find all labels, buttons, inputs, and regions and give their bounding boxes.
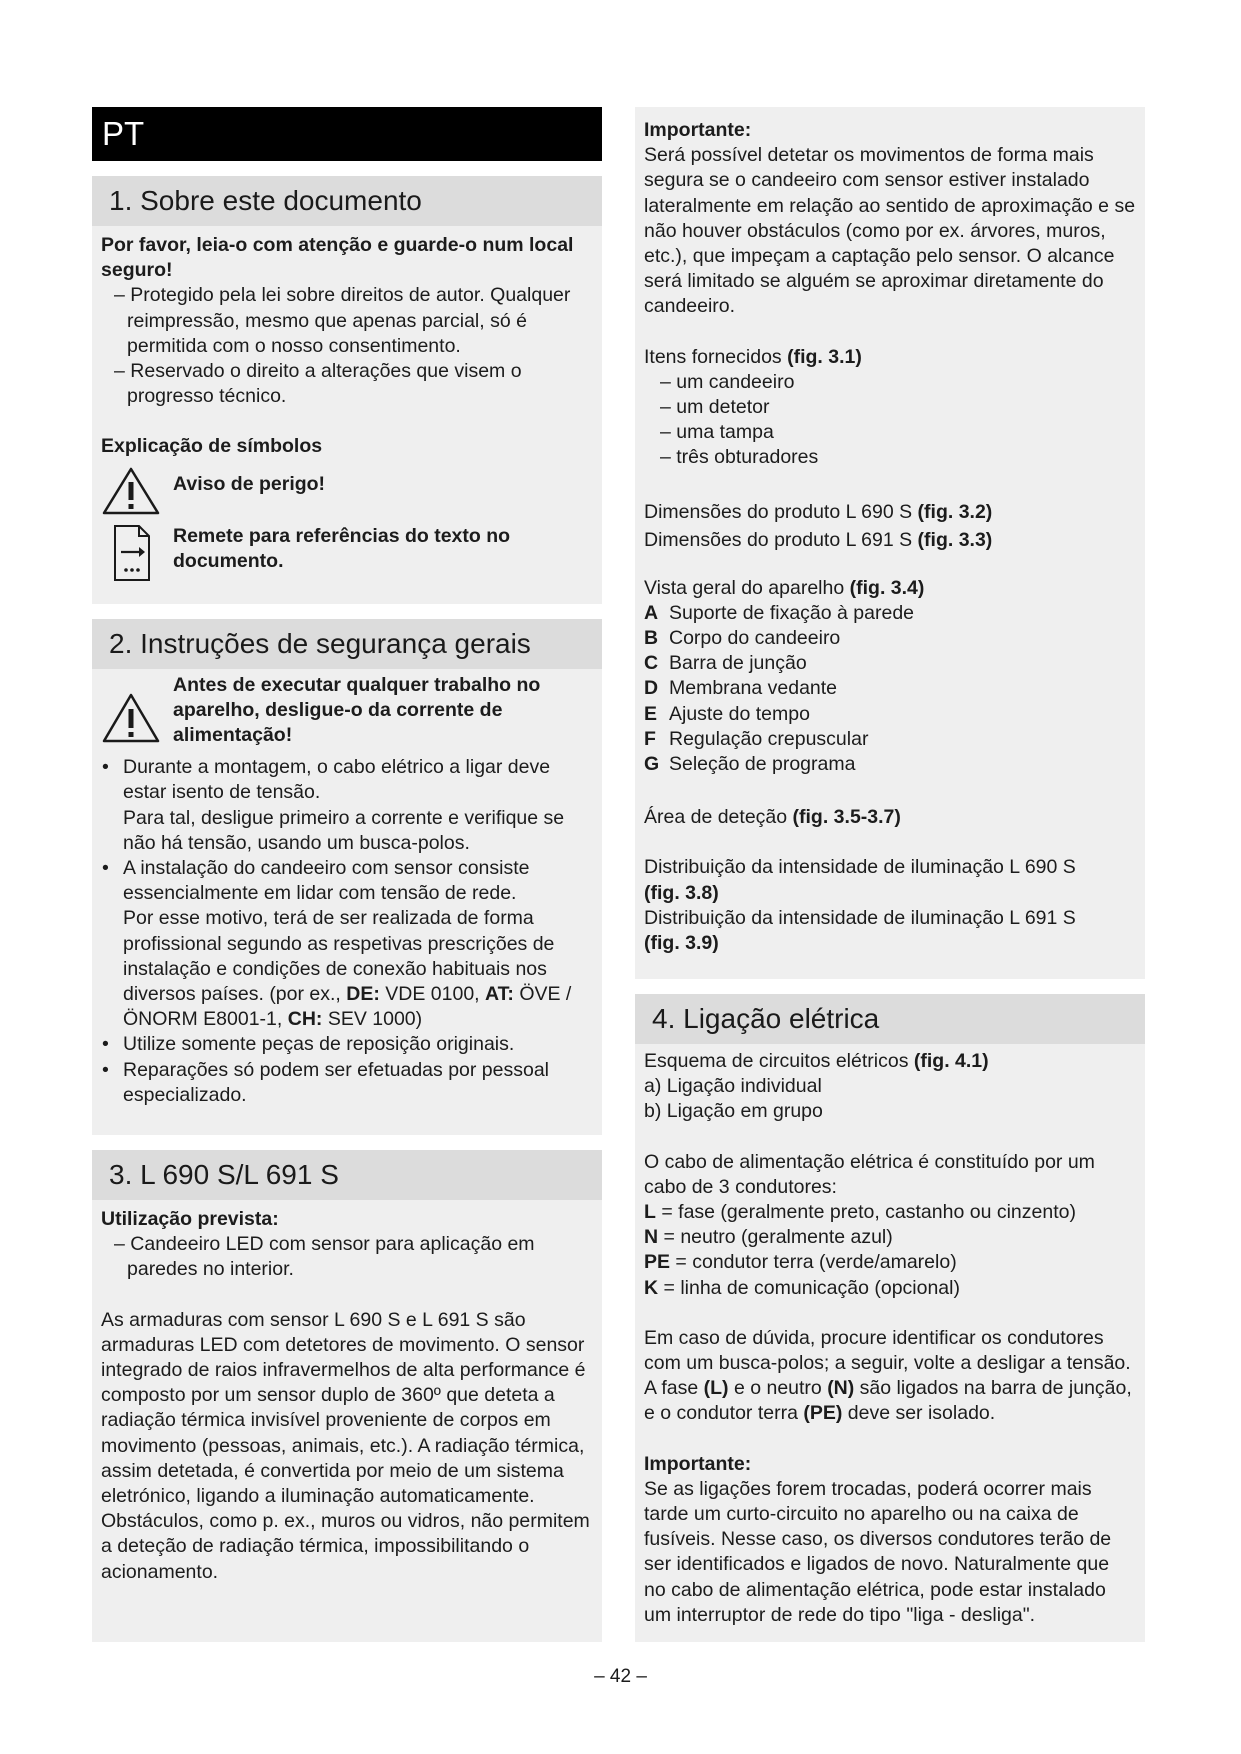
part-item: B Corpo do candeeiro bbox=[644, 627, 841, 650]
important-label: Importante: bbox=[644, 1452, 752, 1475]
light-distribution-l691: Distribuição da intensidade de iluminação L 691 S (fig. 3.9) bbox=[644, 906, 1076, 955]
product-description: As armaduras com sensor L 690 S e L 691 S são armaduras LED com detetores de movimento. O sensor integrado de raios infravermelhos de alta performance é composto por um sensor duplo de 360º que deteta a radiação térmica invisível proveniente de corpos em movimento (pessoas, animais, etc.). A radiação térmica, assim detetada, é convertida por meio de um sistema eletrónico, ligando a iluminação automaticamente. Obstáculos, como p. ex., muros ou vidros, não permitem a deteção de radiação térmica, impossibilitando o acionamento. bbox=[101, 1308, 590, 1583]
dimensions-l691: Dimensões do produto L 691 S (fig. 3.3) bbox=[644, 528, 993, 551]
circuit-option: a) Ligação individual bbox=[644, 1075, 822, 1098]
safety-warning-text: Antes de executar qualquer trabalho no aparelho, desligue-o da corrente de alimentação! bbox=[173, 674, 541, 747]
section-product bbox=[92, 1150, 602, 1642]
conductor-item: N = neutro (geralmente azul) bbox=[644, 1226, 893, 1249]
warning-triangle-icon bbox=[101, 466, 173, 523]
light-distribution-l690: Distribuição da intensidade de iluminação L 690 S (fig. 3.8) bbox=[644, 856, 1076, 904]
reference-symbol-label: Remete para referências do texto no documento. bbox=[173, 524, 511, 572]
list-item: – uma tampa bbox=[660, 421, 774, 444]
page-number: – 42 – bbox=[594, 1666, 647, 1687]
list-item: • Reparações só podem ser efetuadas por pessoal especializado. bbox=[101, 1058, 593, 1108]
list-item: – um candeeiro bbox=[660, 370, 795, 393]
detection-area: Área de deteção (fig. 3.5-3.7) bbox=[644, 806, 901, 829]
important-label: Importante: bbox=[644, 119, 752, 141]
part-item: G Seleção de programa bbox=[644, 753, 856, 776]
language-label: PT bbox=[92, 107, 602, 161]
list-item: • Durante a montagem, o cabo elétrico a ligar deve estar isento de tensão. Para tal, desligue primeiro a corrente e verifique se não há tensão, usando um busca-polos. bbox=[101, 755, 593, 856]
warning-symbol-label: Aviso de perigo! bbox=[173, 472, 326, 495]
intro-text: Por favor, leia-o com atenção e guarde-o num local seguro! bbox=[101, 234, 574, 282]
warning-triangle-icon bbox=[101, 673, 173, 751]
conductor-item: K = linha de comunicação (opcional) bbox=[644, 1276, 960, 1299]
section-about-document bbox=[92, 176, 602, 604]
symbols-heading: Explicação de símbolos bbox=[101, 435, 323, 458]
list-item: • Utilize somente peças de reposição originais. bbox=[101, 1032, 593, 1057]
document-reference-icon bbox=[101, 522, 173, 591]
part-item: E Ajuste do tempo bbox=[644, 702, 810, 725]
section-safety-instructions bbox=[92, 619, 602, 1135]
section-product-details bbox=[635, 107, 1145, 979]
circuit-diagram-heading: Esquema de circuitos elétricos (fig. 4.1) bbox=[644, 1050, 989, 1072]
cable-intro: O cabo de alimentação elétrica é constituído por um cabo de 3 condutores: bbox=[644, 1150, 1095, 1198]
section-title: 4. Ligação elétrica bbox=[635, 994, 1145, 1044]
important-text: Se as ligações forem trocadas, poderá ocorrer mais tarde um curto-circuito no aparelho ou na caixa de fusíveis. Nesse caso, os diversos condutores terão de ser identificados e ligados de novo. Naturalmente que no cabo de alimentação elétrica, pode estar instalado um interruptor de rede do tipo "liga - desliga". bbox=[644, 1477, 1112, 1626]
part-item: D Membrana vedante bbox=[644, 677, 838, 700]
section-electrical-connection bbox=[635, 994, 1145, 1642]
list-item: – Candeeiro LED com sensor para aplicação em paredes no interior. bbox=[114, 1233, 535, 1281]
overview-heading: Vista geral do aparelho (fig. 3.4) bbox=[644, 576, 925, 599]
dimensions-l690: Dimensões do produto L 690 S (fig. 3.2) bbox=[644, 500, 993, 523]
section-title: 2. Instruções de segurança gerais bbox=[92, 619, 602, 669]
intended-use-heading: Utilização prevista: bbox=[101, 1208, 279, 1230]
list-item: – Protegido pela lei sobre direitos de autor. Qualquer reimpressão, mesmo que apenas parcial, só é permitida com o nosso consentimento. bbox=[114, 284, 571, 357]
section-title: 3. L 690 S/L 691 S bbox=[92, 1150, 602, 1200]
list-item: • A instalação do candeeiro com sensor consiste essencialmente em lidar com tensão de rede. Por esse motivo, terá de ser realizada de forma profissional segundo as respetivas prescrições de instalação e condições de conexão habituais nos diversos países. (por ex., DE: VDE 0100, AT: ÖVE / ÖNORM E8001-1, CH: SEV 1000) bbox=[101, 856, 593, 1032]
circuit-option: b) Ligação em grupo bbox=[644, 1100, 823, 1123]
important-text: Será possível detetar os movimentos de forma mais segura se o candeeiro com sensor estiver instalado lateralmente em relação ao sentido de aproximação e se não houver obstáculos (como por ex. árvores, muros, etc.), que impeçam a captação pelo sensor. O alcance será limitado se alguém se aproximar diretamente do candeeiro. bbox=[644, 144, 1136, 318]
part-item: F Regulação crepuscular bbox=[644, 727, 869, 750]
doubt-instructions: Em caso de dúvida, procure identificar os condutores com um busca-polos; a seguir, volte a desligar a tensão. A fase (L) e o neutro (N) são ligados na barra de junção, e o condutor terra (PE) deve ser isolado. bbox=[644, 1326, 1132, 1425]
section-title: 1. Sobre este documento bbox=[92, 176, 602, 226]
part-item: A Suporte de fixação à parede bbox=[644, 601, 915, 624]
list-item: – um detetor bbox=[660, 396, 770, 419]
conductor-item: L = fase (geralmente preto, castanho ou cinzento) bbox=[644, 1201, 1076, 1224]
list-item: – Reservado o direito a alterações que visem o progresso técnico. bbox=[114, 360, 522, 408]
part-item: C Barra de junção bbox=[644, 652, 807, 675]
list-item: – três obturadores bbox=[660, 446, 819, 469]
supplied-items-heading: Itens fornecidos (fig. 3.1) bbox=[644, 345, 862, 368]
conductor-item: PE = condutor terra (verde/amarelo) bbox=[644, 1251, 957, 1274]
